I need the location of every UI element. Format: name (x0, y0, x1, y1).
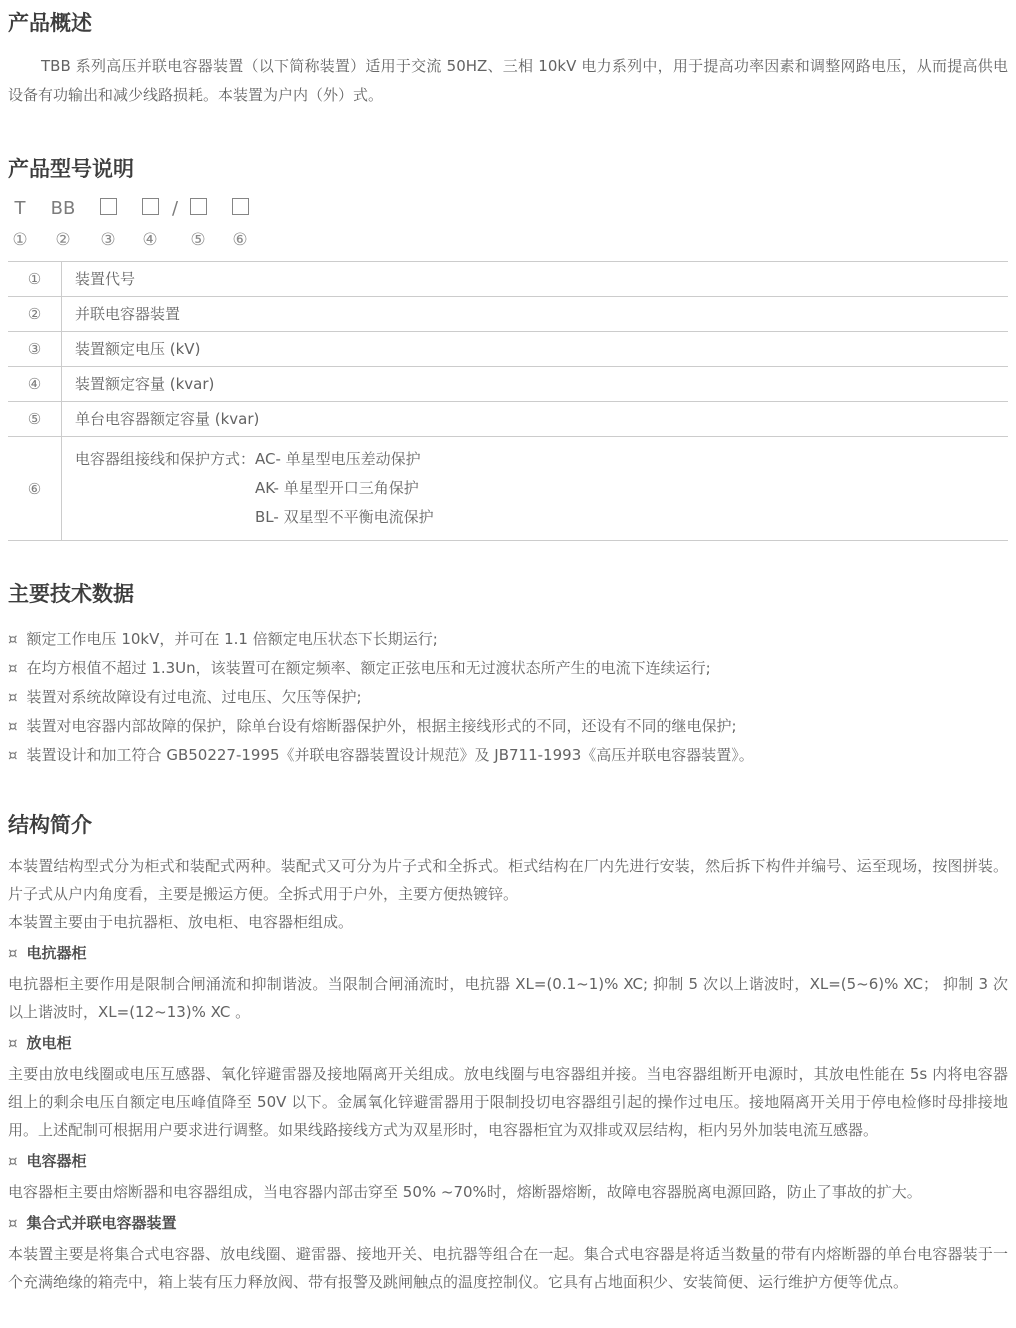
subsection-title: 电容器柜 (26, 1152, 87, 1170)
subsection-paragraph: 主要由放电线圈或电压互感器、氧化锌避雷器及接地隔离开关组成。放电线圈与电容器组并接。当电容器组断开电源时，其放电性能在 5s 内将电容器组上的剩余电压自额定电压峰值降至 50V 以下。金属氧化锌避雷器用于限制投切电容器组引起的操作过电压。接地隔离开关用于停电检修时母排接地用。上述配制可根据用户要求进行调整。如果线路接线方式为双星形时，电容器柜宜为双排或双层结构，柜内另外加装电流互感器。 (8, 1065, 1008, 1139)
placeholder-box-icon (190, 198, 207, 215)
circled-number: ① (12, 230, 28, 250)
row-number: ⑥ (8, 437, 62, 541)
circled-number: ④ (142, 230, 158, 250)
bullet-icon: ¤ (8, 1034, 18, 1052)
model-code-symbols-row (8, 198, 1008, 220)
bullet-icon: ¤ (8, 717, 18, 735)
row-description: 装置代号 (62, 262, 1009, 297)
overview-title: 产品概述 (8, 11, 92, 35)
model-title: 产品型号说明 (8, 157, 134, 181)
subsection-title: 电抗器柜 (26, 944, 87, 962)
table-row-protection (8, 437, 1008, 541)
subsection-heading-capacitor-cabinet (8, 1147, 1008, 1175)
bullet-icon: ¤ (8, 630, 18, 648)
table-row (8, 367, 1008, 402)
structure-title: 结构简介 (8, 813, 92, 837)
model-code-symbol (96, 198, 120, 220)
table-row (8, 297, 1008, 332)
subsection-heading-discharge-cabinet (8, 1029, 1008, 1057)
bullet-text: 装置对系统故障设有过电流、过电压、欠压等保护; (26, 688, 362, 706)
overview-paragraph: TBB 系列高压并联电容器装置（以下简称装置）适用于交流 50HZ、三相 10kV 电力系列中，用于提高功率因素和调整网路电压，从而提高供电设备有功输出和减少线路损耗。本装置为户内（外）式。 (8, 57, 1008, 104)
protection-options (255, 445, 434, 532)
row-description: 装置额定容量 (kvar) (62, 367, 1009, 402)
bullet-icon: ¤ (8, 1152, 18, 1170)
bullet-item (8, 712, 1008, 741)
model-code-symbol (186, 198, 210, 220)
model-code-symbol (138, 198, 162, 220)
row-number: ⑤ (8, 402, 62, 437)
table-row (8, 332, 1008, 367)
bullet-icon: ¤ (8, 944, 18, 962)
placeholder-box-icon (142, 198, 159, 215)
subsection-paragraph: 本装置主要是将集合式电容器、放电线圈、避雷器、接地开关、电抗器等组合在一起。集合式电容器是将适当数量的带有内熔断器的单台电容器装于一个充满绝缘的箱壳中，箱上装有压力释放阀、带有报警及跳闸触点的温度控制仪。它具有占地面积少、安装简便、运行维护方便等优点。 (8, 1245, 1008, 1291)
subsection-heading-integrated-device (8, 1209, 1008, 1237)
bullet-item (8, 741, 1008, 770)
circled-number: ⑤ (190, 230, 206, 250)
section-structure (8, 812, 1008, 1296)
structure-intro-paragraph: 本装置结构型式分为柜式和装配式两种。装配式又可分为片子式和全拆式。柜式结构在厂内先进行安装，然后拆下构件并编号、运至现场，按图拼装。片子式从户内角度看，主要是搬运方便。全拆式用于户外，主要方便热镀锌。 (8, 857, 1008, 903)
bullet-icon: ¤ (8, 746, 18, 764)
protection-option: AK- 单星型开口三角保护 (255, 479, 419, 497)
protection-block (75, 440, 1008, 537)
circled-number: ③ (100, 230, 116, 250)
model-code-numbers-row (8, 229, 1008, 251)
table-row (8, 262, 1008, 297)
model-code-separator: / (171, 198, 179, 219)
bullet-icon: ¤ (8, 659, 18, 677)
bullet-text: 在均方根值不超过 1.3Un，该装置可在额定频率、额定正弦电压和无过渡状态所产生的电流下连续运行; (26, 659, 711, 677)
subsection-heading-reactor-cabinet (8, 939, 1008, 967)
model-table (8, 261, 1008, 541)
row-description (62, 437, 1009, 541)
section-model (8, 156, 1008, 541)
bullet-text: 装置设计和加工符合 GB50227-1995《并联电容器装置设计规范》及 JB711-1993《高压并联电容器装置》。 (26, 746, 754, 764)
bullet-icon: ¤ (8, 1214, 18, 1232)
section-overview (8, 10, 1008, 110)
row-number: ④ (8, 367, 62, 402)
row-number: ① (8, 262, 62, 297)
bullet-item (8, 654, 1008, 683)
row-description: 装置额定电压 (kV) (62, 332, 1009, 367)
protection-option: AC- 单星型电压差动保护 (255, 450, 421, 468)
bullet-text: 装置对电容器内部故障的保护，除单台设有熔断器保护外，根据主接线形式的不同，还设有不同的继电保护; (26, 717, 737, 735)
row-description: 并联电容器装置 (62, 297, 1009, 332)
subsection-paragraph: 电容器柜主要由熔断器和电容器组成，当电容器内部击穿至 50% ~70%时，熔断器熔断，故障电容器脱离电源回路，防止了事故的扩大。 (8, 1183, 922, 1201)
row-number: ③ (8, 332, 62, 367)
table-row (8, 402, 1008, 437)
placeholder-box-icon (232, 198, 249, 215)
placeholder-box-icon (100, 198, 117, 215)
bullet-icon: ¤ (8, 688, 18, 706)
tech-title: 主要技术数据 (8, 582, 134, 606)
subsection-paragraph: 电抗器柜主要作用是限制合闸涌流和抑制谐波。当限制合闸涌流时，电抗器 XL=(0.1~1)% XC; 抑制 5 次以上谐波时，XL=(5~6)% XC； 抑制 3 次以上谐波时，XL=(12~13)% XC 。 (8, 975, 1008, 1021)
bullet-text: 额定工作电压 10kV，并可在 1.1 倍额定电压状态下长期运行; (26, 630, 438, 648)
circled-number: ⑥ (232, 230, 248, 250)
row-description: 单台电容器额定容量 (kvar) (62, 402, 1009, 437)
protection-label: 电容器组接线和保护方式： (75, 450, 256, 468)
circled-number: ② (55, 230, 71, 250)
model-code-symbol: BB (50, 198, 76, 219)
bullet-item (8, 625, 1008, 654)
tech-bullet-list (8, 625, 1008, 770)
subsection-title: 放电柜 (26, 1034, 72, 1052)
model-code-symbol (228, 198, 252, 220)
structure-intro-paragraph: 本装置主要由于电抗器柜、放电柜、电容器柜组成。 (8, 913, 354, 931)
row-number: ② (8, 297, 62, 332)
subsection-title: 集合式并联电容器装置 (26, 1214, 177, 1232)
bullet-item (8, 683, 1008, 712)
model-code-symbol: T (14, 198, 26, 219)
protection-option: BL- 双星型不平衡电流保护 (255, 508, 434, 526)
section-tech-data (8, 581, 1008, 770)
